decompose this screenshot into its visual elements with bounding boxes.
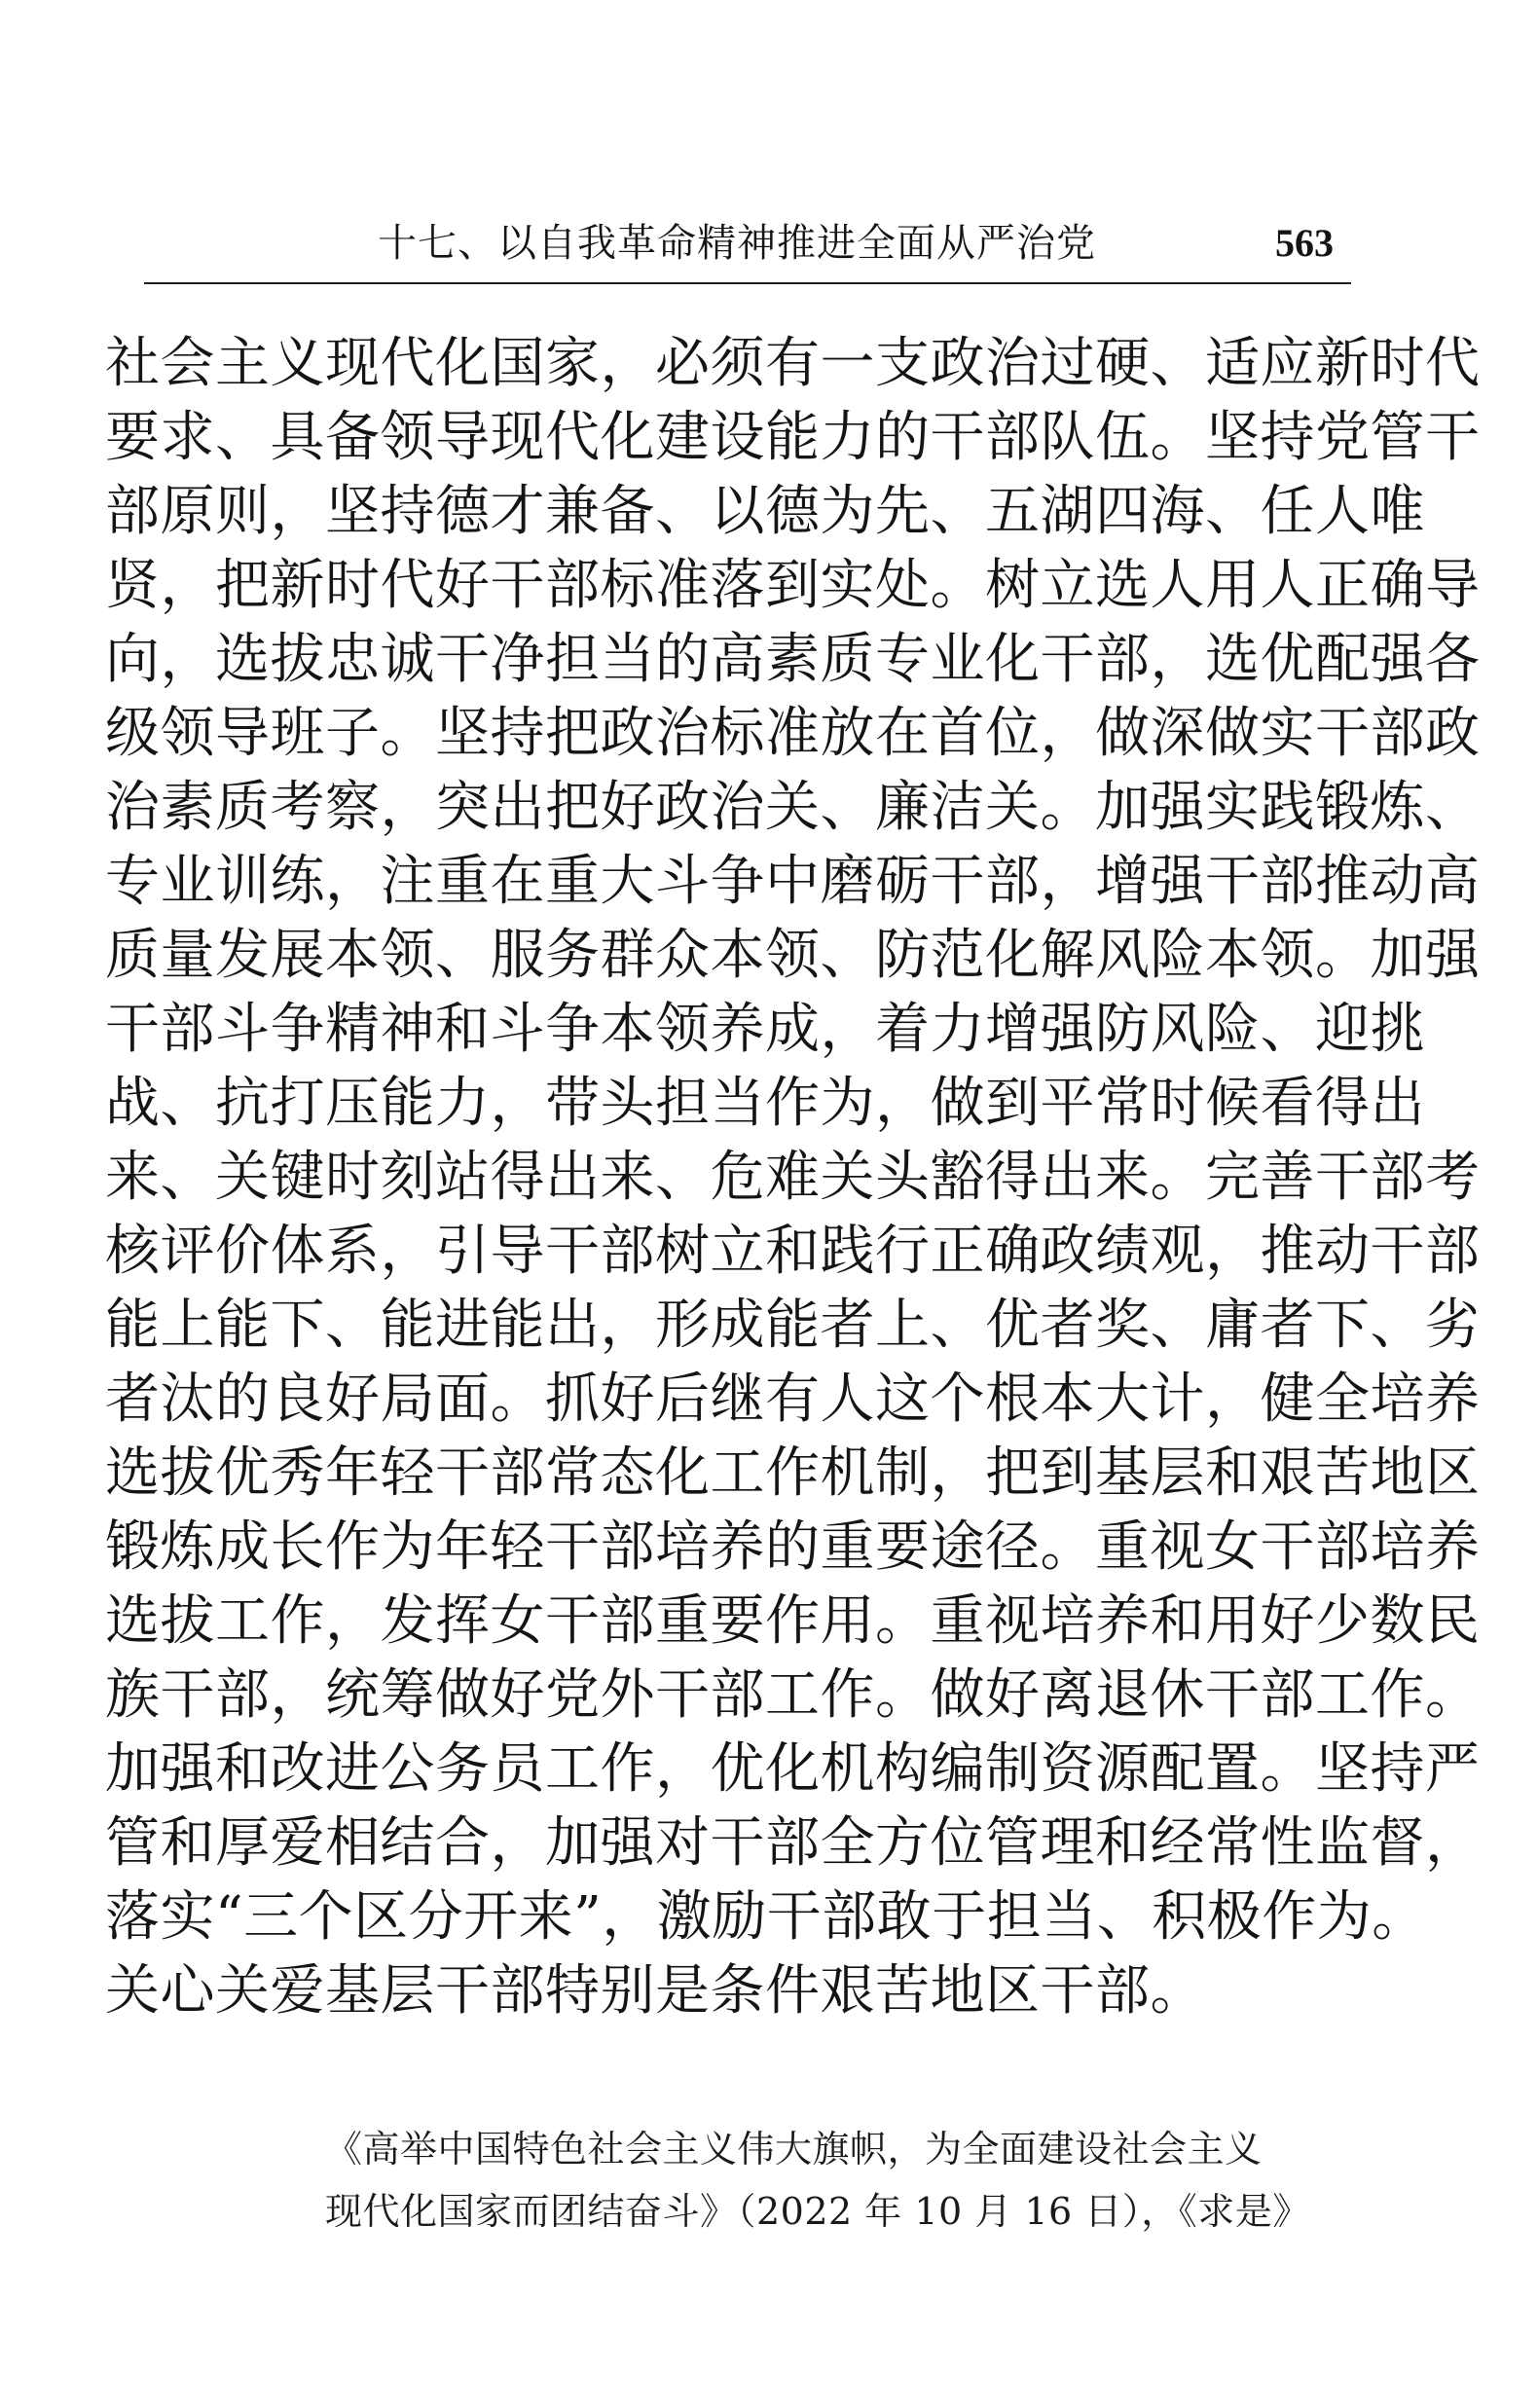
text-line: 来、关键时刻站得出来、危难关头豁得出来。完善干部考	[105, 1146, 1481, 1209]
chapter-title: 十七、以自我革命精神推进全面从严治党	[378, 221, 1096, 266]
text-line: 选拔优秀年轻干部常态化工作机制，把到基层和艰苦地区	[105, 1441, 1481, 1505]
text-line: 专业训练，注重在重大斗争中磨砺干部，增强干部推动高	[105, 850, 1481, 913]
text-line: 管和厚爱相结合，加强对干部全方位管理和经常性监督，	[105, 1811, 1481, 1875]
text-line: 社会主义现代化国家，必须有一支政治过硬、适应新时代	[105, 332, 1481, 395]
text-line: 贤，把新时代好干部标准落到实处。树立选人用人正确导	[105, 554, 1481, 617]
page-number: 563	[1275, 221, 1334, 265]
source-citation	[325, 2118, 1367, 2243]
text-line: 族干部，统筹做好党外干部工作。做好离退休干部工作。	[105, 1663, 1481, 1727]
text-line: 质量发展本领、服务群众本领、防范化解风险本领。加强	[105, 924, 1481, 987]
text-line: 级领导班子。坚持把政治标准放在首位，做深做实干部政	[105, 702, 1481, 765]
text-line: 加强和改进公务员工作，优化机构编制资源配置。坚持严	[105, 1737, 1481, 1801]
text-line: 干部斗争精神和斗争本领养成，着力增强防风险、迎挑	[105, 998, 1425, 1061]
text-line: 能上能下、能进能出，形成能者上、优者奖、庸者下、劣	[105, 1294, 1481, 1357]
text-line: 治素质考察，突出把好政治关、廉洁关。加强实践锻炼、	[105, 776, 1481, 839]
text-line: 向，选拔忠诚干净担当的高素质专业化干部，选优配强各	[105, 628, 1481, 691]
citation-line: 《高举中国特色社会主义伟大旗帜，为全面建设社会主义	[325, 2128, 1263, 2171]
text-line: 选拔工作，发挥女干部重要作用。重视培养和用好少数民	[105, 1589, 1481, 1653]
text-line: 锻炼成长作为年轻干部培养的重要途径。重视女干部培养	[105, 1515, 1481, 1579]
text-line: 关心关爱基层干部特别是条件艰苦地区干部。	[105, 1959, 1205, 2023]
text-line: 战、抗打压能力，带头担当作为，做到平常时候看得出	[105, 1072, 1425, 1135]
citation-line: 现代化国家而团结奋斗》（2022 年 10 月 16 日），《求是》	[325, 2190, 1310, 2233]
running-header	[144, 212, 1351, 284]
text-line: 落实“三个区分开来”，激励干部敢于担当、积极作为。	[105, 1885, 1427, 1949]
text-line: 核评价体系，引导干部树立和践行正确政绩观，推动干部	[105, 1220, 1481, 1283]
body-paragraph	[105, 327, 1481, 2028]
text-line: 要求、具备领导现代化建设能力的干部队伍。坚持党管干	[105, 406, 1481, 469]
text-line: 者汰的良好局面。抓好后继有人这个根本大计，健全培养	[105, 1368, 1481, 1431]
text-line: 部原则，坚持德才兼备、以德为先、五湖四海、任人唯	[105, 480, 1425, 543]
